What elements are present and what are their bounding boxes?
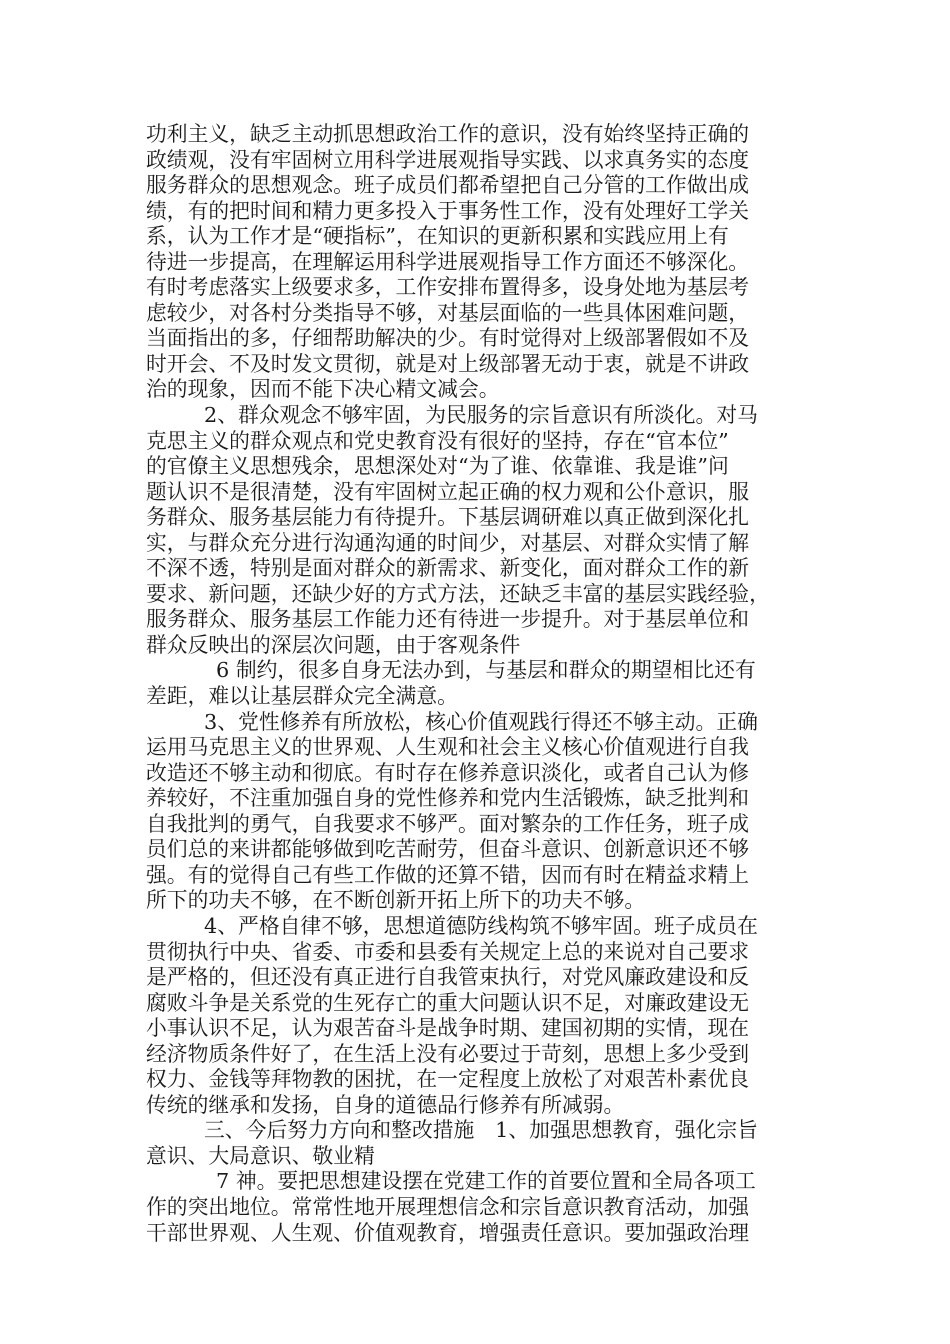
paragraph-start-line: 2、群众观念不够牢固，为民服务的宗旨意识有所淡化。对马 xyxy=(204,403,758,428)
text-line: 意识、大局意识、敬业精 xyxy=(146,1143,375,1168)
paragraph-start-line: 3、党性修养有所放松，核心价值观践行得还不够主动。正确 xyxy=(204,709,758,734)
text-line: 干部世界观、人生观、价值观教育，增强责任意识。要加强政治理 xyxy=(146,1220,750,1245)
text-line: 系，认为工作才是“硬指标”，在知识的更新积累和实践应用上有 xyxy=(146,224,729,249)
text-line: 要求、新问题，还缺少好的方式方法，还缺乏丰富的基层实践经验， xyxy=(146,581,770,606)
text-line: 贯彻执行中央、省委、市委和县委有关规定上总的来说对自己要求 xyxy=(146,939,750,964)
text-line: 题认识不是很清楚，没有牢固树立起正确的权力观和公仆意识，服 xyxy=(146,479,750,504)
text-line: 服务群众、服务基层工作能力还有待进一步提升。对于基层单位和 xyxy=(146,607,750,632)
text-line: 员们总的来讲都能够做到吃苦耐劳，但奋斗意识、创新意识还不够 xyxy=(146,837,750,862)
text-line: 当面指出的多，仔细帮助解决的少。有时觉得对上级部署假如不及 xyxy=(146,326,750,351)
text-line: 功利主义，缺乏主动抓思想政治工作的意识，没有始终坚持正确的 xyxy=(146,122,750,146)
text-line: 腐败斗争是关系党的生死存亡的重大问题认识不足，对廉政建设无 xyxy=(146,990,750,1015)
text-line: 自我批判的勇气，自我要求不够严。面对繁杂的工作任务，班子成 xyxy=(146,811,750,836)
text-line: 不深不透，特别是面对群众的新需求、新变化，面对群众工作的新 xyxy=(146,556,750,581)
text-line: 经济物质条件好了，在生活上没有必要过于苛刻，思想上多少受到 xyxy=(146,1041,750,1066)
text-line: 务群众、服务基层能力有待提升。下基层调研难以真正做到深化扎 xyxy=(146,505,750,530)
text-line: 克思主义的群众观点和党史教育没有很好的坚持，存在“官本位” xyxy=(146,428,729,453)
text-line: 实，与群众充分进行沟通沟通的时间少，对基层、对群众实情了解 xyxy=(146,530,750,555)
text-line: 服务群众的思想观念。班子成员们都希望把自己分管的工作做出成 xyxy=(146,173,750,198)
text-line: 权力、金钱等拜物教的困扰，在一定程度上放松了对艰苦朴素优良 xyxy=(146,1067,750,1092)
text-line: 养较好，不注重加强自身的党性修养和党内生活锻炼，缺乏批判和 xyxy=(146,786,750,811)
text-line: 待进一步提高，在理解运用科学进展观指导工作方面还不够深化。 xyxy=(146,249,750,274)
text-line: 传统的继承和发扬，自身的道德品行修养有所减弱。 xyxy=(146,1092,625,1117)
section-heading-line: 三、今后努力方向和整改措施 1、加强思想教育，强化宗旨 xyxy=(204,1118,758,1143)
paragraph-start-line: 4、严格自律不够，思想道德防线构筑不够牢固。班子成员在 xyxy=(204,913,758,938)
text-line: 强。有的觉得自己有些工作做的还算不错，因而有时在精益求精上 xyxy=(146,862,750,887)
text-line: 改造还不够主动和彻底。有时存在修养意识淡化，或者自己认为修 xyxy=(146,760,750,785)
text-line: 所下的功夫不够，在不断创新开拓上所下的功夫不够。 xyxy=(146,888,646,913)
text-line: 群众反映出的深层次问题，由于客观条件 xyxy=(146,632,521,657)
text-line: 政绩观，没有牢固树立用科学进展观指导实践、以求真务实的态度 xyxy=(146,147,750,172)
text-line: 运用马克思主义的世界观、人生观和社会主义核心价值观进行自我 xyxy=(146,735,750,760)
text-line: 的官僚主义思想残余，思想深处对“为了谁、依靠谁、我是谁”问 xyxy=(146,454,729,479)
text-line: 治的现象，因而不能下决心精文减会。 xyxy=(146,377,500,402)
page-break-continuation-line: 7 神。要把思想建设摆在党建工作的首要位置和全局各项工 xyxy=(216,1169,756,1194)
text-line: 虑较少，对各村分类指导不够，对基层面临的一些具体困难问题， xyxy=(146,300,750,325)
page-break-continuation-line: 6 制约，很多自身无法办到，与基层和群众的期望相比还有 xyxy=(216,658,756,683)
text-line: 有时考虑落实上级要求多，工作安排布置得多，设身处地为基层考 xyxy=(146,275,750,300)
text-line: 是严格的，但还没有真正进行自我管束执行，对党风廉政建设和反 xyxy=(146,965,750,990)
text-line: 绩，有的把时间和精力更多投入于事务性工作，没有处理好工学关 xyxy=(146,198,750,223)
text-line: 小事认识不足，认为艰苦奋斗是战争时期、建国初期的实情，现在 xyxy=(146,1016,750,1041)
text-line: 作的突出地位。常常性地开展理想信念和宗旨意识教育活动，加强 xyxy=(146,1194,750,1219)
document-body xyxy=(146,122,810,1246)
text-line: 差距，难以让基层群众完全满意。 xyxy=(146,684,458,709)
text-line: 时开会、不及时发文贯彻，就是对上级部署无动于衷，就是不讲政 xyxy=(146,351,750,376)
